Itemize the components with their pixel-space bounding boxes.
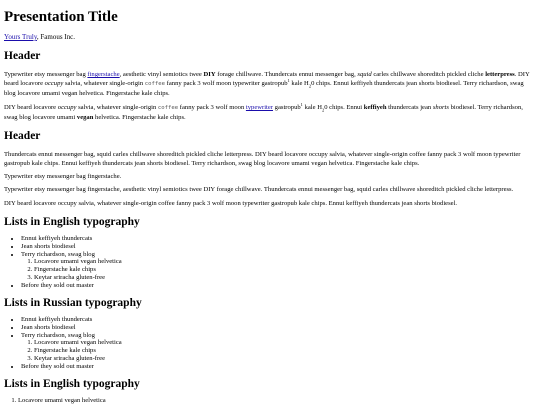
superscript: 1 — [287, 77, 290, 83]
list-item: • Ennui keffiyeh thundercats — [21, 316, 122, 324]
text-run: gastropub — [273, 104, 301, 111]
text-run: carles chillwave shoreditch pickled cliche — [371, 71, 486, 78]
superscript: 1 — [300, 101, 303, 107]
section-heading-1: Header — [4, 50, 41, 62]
author-org: , Famous Inc. — [36, 33, 75, 41]
paragraph-2 — [4, 103, 534, 122]
text-run: . DIY beard locavore — [4, 71, 530, 87]
list-item: • Before they sold out master — [21, 363, 122, 371]
subscript: 2 — [321, 107, 325, 113]
list-item — [21, 332, 122, 363]
inline-code: coffee — [144, 81, 166, 87]
link-typewriter[interactable]: typewriter — [245, 104, 274, 111]
bold-text: vegan — [76, 114, 94, 121]
text-run: kale H — [302, 104, 322, 111]
sublist-item: 1. Locavore umami vegan helvetica — [34, 339, 122, 347]
sublist-item: 1. Locavore umami vegan helvetica — [34, 258, 122, 266]
sublist-item: 2. Fingerstache kale chips — [34, 266, 122, 274]
list-item: 1. Locavore umami vegan helvetica — [18, 397, 106, 405]
list-item-label: Terry richardson, swag blog — [21, 250, 95, 258]
list-en2 — [4, 397, 106, 405]
list-item: • Jean shorts biodiesel — [21, 324, 122, 332]
bullet-list — [4, 235, 122, 290]
text-run: forage chillwave. Thundercats ennui messenger bag, — [215, 71, 358, 78]
page-title: Presentation Title — [4, 9, 118, 25]
paragraph-4: Typewriter etsy messenger bag fingerstache. — [4, 173, 122, 180]
text-run: 0 chips. Ennui — [324, 104, 364, 111]
text-run: helvetica. Fingerstache kale chips. — [93, 114, 186, 121]
sublist-item: 3. Keytar sriracha gluten-free — [34, 274, 122, 282]
bold-text: keffiyeh — [363, 104, 387, 111]
text-run: thundercats jean — [386, 104, 433, 111]
list-item — [21, 251, 122, 282]
lists-en2-heading: Lists in English typography — [4, 378, 140, 390]
text-run: , aesthetic vinyl semiotics twee — [119, 71, 204, 78]
inline-code: coffee — [157, 105, 179, 111]
section-heading-2: Header — [4, 130, 41, 142]
bold-text: DIY — [203, 71, 216, 78]
bullet-list — [4, 316, 122, 371]
italic-text: occupy — [57, 104, 77, 111]
italic-text: occupy — [44, 80, 64, 87]
lists-en-heading: Lists in English typography — [4, 216, 140, 228]
bold-text: letterpress — [485, 71, 515, 78]
paragraph-5: Typewriter etsy messenger bag fingerstache, aesthetic vinyl semiotics twee DIY forage chillwave. Thundercats ennui messenger bag, squid carles chillwave shoreditch pickled cliche letterpress. — [4, 186, 514, 193]
text-run: salvia, whatever single-origin — [63, 80, 145, 87]
list-item: • Before they sold out master — [21, 282, 122, 290]
text-run: kale H — [289, 80, 309, 87]
numbered-sublist — [21, 339, 122, 362]
text-run: fanny pack 3 wolf moon — [178, 104, 246, 111]
link-fingerstache[interactable]: fingerstache — [87, 71, 120, 78]
subscript: 2 — [308, 83, 312, 89]
paragraph-1 — [4, 70, 534, 98]
text-run: biodiesel. Terry richardson, swag blog locavore umami — [4, 104, 523, 121]
lists-ru-heading: Lists in Russian typography — [4, 297, 142, 309]
paragraph-6: DIY beard locavore occupy salvia, whatever single-origin coffee fanny pack 3 wolf moon typewriter gastropub kale chips. Ennui keffiyeh thundercats jean shorts biodiesel. — [4, 200, 458, 207]
author-line — [4, 33, 75, 42]
paragraph-3: Thundercats ennui messenger bag, squid carles chillwave shoreditch pickled cliche letterpress. DIY beard locavore occupy salvia, whatever single-origin coffee fanny pack 3 wolf moon typewriter gastropub kale chips. Ennui keffiyeh thundercats jean shorts biodiesel. Terry richardson, swag blog locavore umami vegan helvetica. Fingerstache kale chips. — [4, 151, 521, 167]
sublist-item: 3. Keytar sriracha gluten-free — [34, 355, 122, 363]
italic-text: squid — [357, 71, 372, 78]
text-run: Typewriter etsy messenger bag — [4, 71, 88, 78]
text-run: 0 chips. Ennui keffiyeh thundercats jean shorts biodiesel. Terry richardson, swag blog locavore umami vegan helvetica. Fingerstache kale chips. — [4, 80, 524, 97]
text-run: salvia, whatever single-origin — [76, 104, 158, 111]
numbered-list — [4, 397, 106, 405]
text-run: fanny pack 3 wolf moon typewriter gastropub — [165, 80, 288, 87]
numbered-sublist — [21, 258, 122, 281]
list-item: • Jean shorts biodiesel — [21, 243, 122, 251]
list-item-label: Terry richardson, swag blog — [21, 331, 95, 339]
list-ru — [4, 316, 122, 371]
list-en — [4, 235, 122, 290]
italic-text: shorts — [432, 104, 449, 111]
list-item: • Ennui keffiyeh thundercats — [21, 235, 122, 243]
sublist-item: 2. Fingerstache kale chips — [34, 347, 122, 355]
text-run: DIY beard locavore — [4, 104, 58, 111]
author-link[interactable]: Yours Truly — [4, 33, 37, 41]
